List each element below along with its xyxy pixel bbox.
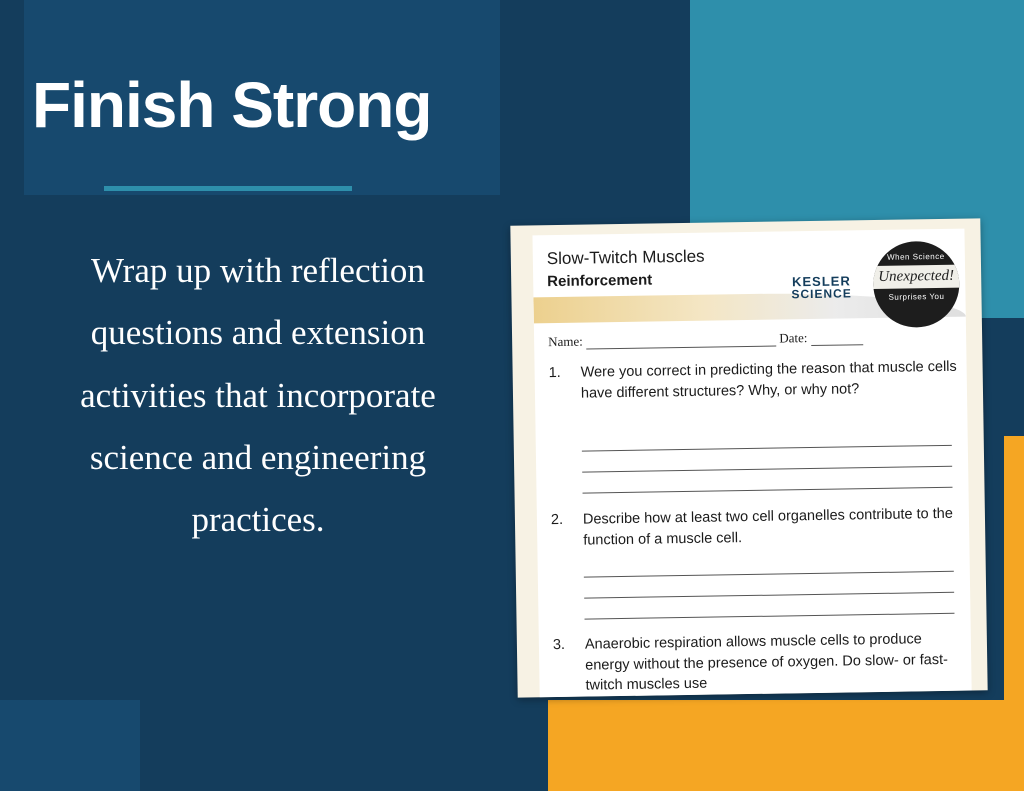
kesler-science-logo [791, 274, 852, 300]
body-text: Wrap up with reflection questions and extension activities that incorporate science and engineering practices. [80, 251, 436, 540]
title-underline-rule [104, 186, 352, 191]
worksheet-title: Slow-Twitch Muscles [546, 246, 705, 269]
answer-line [582, 467, 952, 494]
question-1-number: 1. [548, 364, 561, 382]
answer-line [584, 593, 954, 620]
question-2-text: Describe how at least two cell organelles contribute to the function of a muscle cell. [582, 505, 953, 549]
worksheet-question-3 [553, 629, 964, 697]
question-1-text: Were you correct in predicting the reason that muscle cells have different structures? Why, or why not? [580, 358, 957, 402]
background-block-orange-bottom [548, 700, 1024, 791]
page-title: Finish Strong [32, 69, 432, 141]
background-block-navy-right [1004, 318, 1024, 436]
worksheet-subtitle: Reinforcement [547, 271, 653, 291]
question-2-answer-lines [584, 551, 955, 620]
question-3-text: Anaerobic respiration allows muscle cells to produce energy without the presence of oxygen. Do slow- or fast-twitch muscles use [584, 631, 949, 694]
date-label: Date: [779, 330, 808, 346]
date-blank [811, 328, 863, 346]
logo-line-2: SCIENCE [791, 286, 852, 302]
question-2-number: 2. [550, 511, 564, 529]
background-block-navy-top-left [0, 0, 24, 195]
badge-bottom-text: Surprises You [888, 291, 945, 302]
question-3-number: 3. [552, 636, 566, 654]
question-1-answer-lines [582, 425, 953, 494]
worksheet-image [510, 218, 987, 697]
worksheet-page [532, 229, 971, 698]
background-block-blue-bottom-left [0, 700, 140, 791]
name-date-line [548, 327, 948, 350]
name-blank [586, 330, 776, 350]
name-label: Name: [548, 333, 583, 350]
worksheet-question-1 [548, 357, 959, 405]
worksheet-question-2 [551, 504, 962, 552]
badge-top-text: When Science [886, 251, 945, 262]
logo-line-1: KESLER [791, 273, 851, 290]
badge-middle-text: Unexpected! [873, 265, 960, 290]
